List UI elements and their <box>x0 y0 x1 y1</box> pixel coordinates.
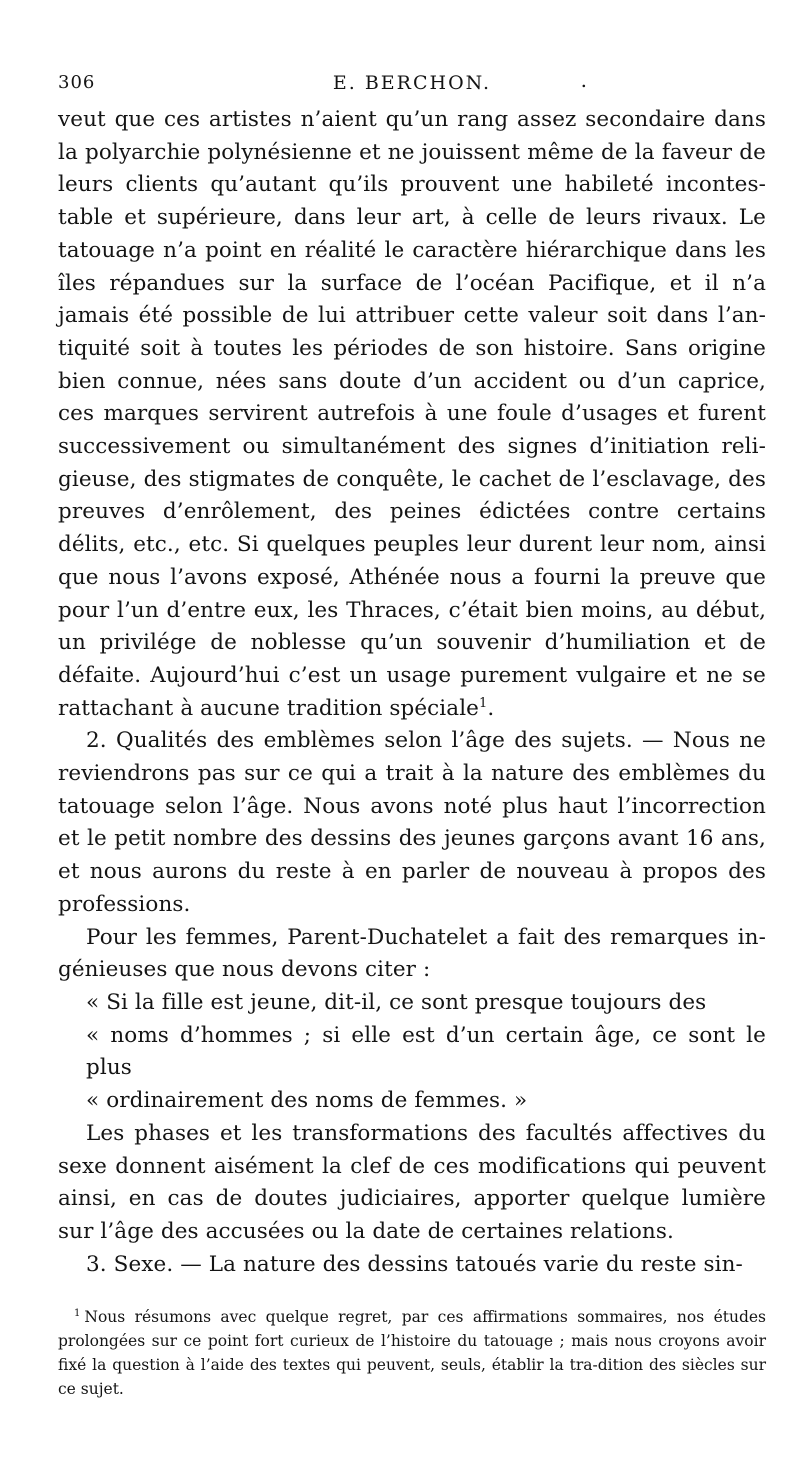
running-head <box>58 64 766 98</box>
header-dot: . <box>580 68 588 92</box>
quote-line: « noms d’hommes ; si elle est d’un certain âge, ce sont le plus <box>86 1022 766 1081</box>
footnote-reference[interactable]: 1 <box>479 695 488 711</box>
running-title: E. BERCHON. <box>332 72 492 94</box>
book-page <box>58 64 766 1444</box>
paragraph-sexe: 3. Sexe. — La nature des dessins tatoués varie du reste sin- <box>86 1251 743 1277</box>
footnote-separator <box>58 1281 766 1305</box>
paragraph-qualites: 2. Qualités des emblèmes selon l’âge des sujets. — Nous ne reviendrons pas sur ce qui a trait à la nature des emblèmes du tatouage selon l’âge. Nous avons noté plus haut l’incorrection et le petit nombre des dessins des jeunes garçons avant 16 ans, et nous aurons du reste à en parler de nouveau à propos des professions. <box>58 728 766 917</box>
footnote-marker: 1 <box>74 1308 81 1320</box>
paragraph-1-text: veut que ces artistes n’aient qu’un rang assez secondaire dans la polyarchie polynésienne et ne jouissent même de la faveur de leurs clients qu’autant qu’ils prouvent une habileté incontes-table et supérieure, dans leur art, à celle de leurs rivaux. Le tatouage n’a point en réalité le caractère hiérarchique dans les îles répandues sur la surface de l’océan Pacifique, et il n’a jamais été possible de lui attribuer cette valeur soit dans l’an-tiquité soit à toutes les périodes de son histoire. Sans origine bien connue, nées sans doute d’un accident ou d’un caprice, ces marques servirent autrefois à une foule d’usages et furent successivement ou simultanément des signes d’initiation reli-gieuse, des stigmates de conquête, le cachet de l’esclavage, des preuves d’enrôlement, des peines édictées contre certains délits, etc., etc. Si quelques peuples leur durent leur nom, ainsi que nous l’avons exposé, Athénée nous a fourni la preuve que pour l’un d’entre eux, les Thraces, c’était bien moins, au début, un privilége de noblesse qu’un souvenir d’humiliation et de défaite. Aujourd’hui c’est un usage purement vulgaire et ne se rattachant à aucune tradition spéciale <box>58 107 766 721</box>
quote-line: « Si la fille est jeune, dit-il, ce sont presque toujours des <box>86 989 707 1015</box>
footnote <box>58 1305 766 1401</box>
footnote-text: Nous résumons avec quelque regret, par ces affirmations sommaires, nos études prolongées sur ce point fort curieux de l’histoire du tatouage ; mais nous croyons avoir fixé la question à l’aide des textes qui peuvent, seuls, établir la tra-dition des siècles sur ce sujet. <box>58 1308 766 1399</box>
body-text <box>58 104 766 1281</box>
paragraph-1: veut que ces artistes n’aient qu’un rang assez secondaire dans la polyarchie polynésienne et ne jouissent même de la faveur de leurs clients qu’autant qu’ils prouvent une habileté incontes-table et supérieure, dans leur art, à celle de leurs rivaux. Le tatouage n’a point en réalité le caractère hiérarchique dans les îles répandues sur la surface de l’océan Pacifique, et il n’a jamais été possible de lui attribuer cette valeur soit dans l’an-tiquité soit à toutes les périodes de son histoire. Sans origine bien connue, nées sans doute d’un accident ou d’un caprice, ces marques servirent autrefois à une foule d’usages et furent successivement ou simultanément des signes d’initiation reli-gieuse, des stigmates de conquête, le cachet de l’esclavage, des preuves d’enrôlement, des peines édictées contre certains délits, etc., etc. Si quelques peuples leur durent leur nom, ainsi que nous l’avons exposé, Athénée nous a fourni la preuve que pour l’un d’entre eux, les Thraces, c’était bien moins, au début, un privilége de noblesse qu’un souvenir d’humiliation et de défaite. Aujourd’hui c’est un usage purement vulgaire et ne se rattachant à aucune tradition spéciale$^1$. <box>58 107 766 721</box>
paragraph-phases: Les phases et les transformations des facultés affectives du sexe donnent aisément la clef de ces modifications qui peuvent ainsi, en cas de doutes judiciaires, apporter quelque lumière sur l’âge des accusées ou la date de certaines relations. <box>58 1120 766 1244</box>
quotation-block <box>58 987 766 1118</box>
page-number: 306 <box>58 72 96 93</box>
quote-line: « ordinairement des noms de femmes. » <box>86 1088 528 1114</box>
paragraph-femmes: Pour les femmes, Parent-Duchatelet a fait des remarques in-génieuses que nous devons citer : <box>58 924 766 983</box>
